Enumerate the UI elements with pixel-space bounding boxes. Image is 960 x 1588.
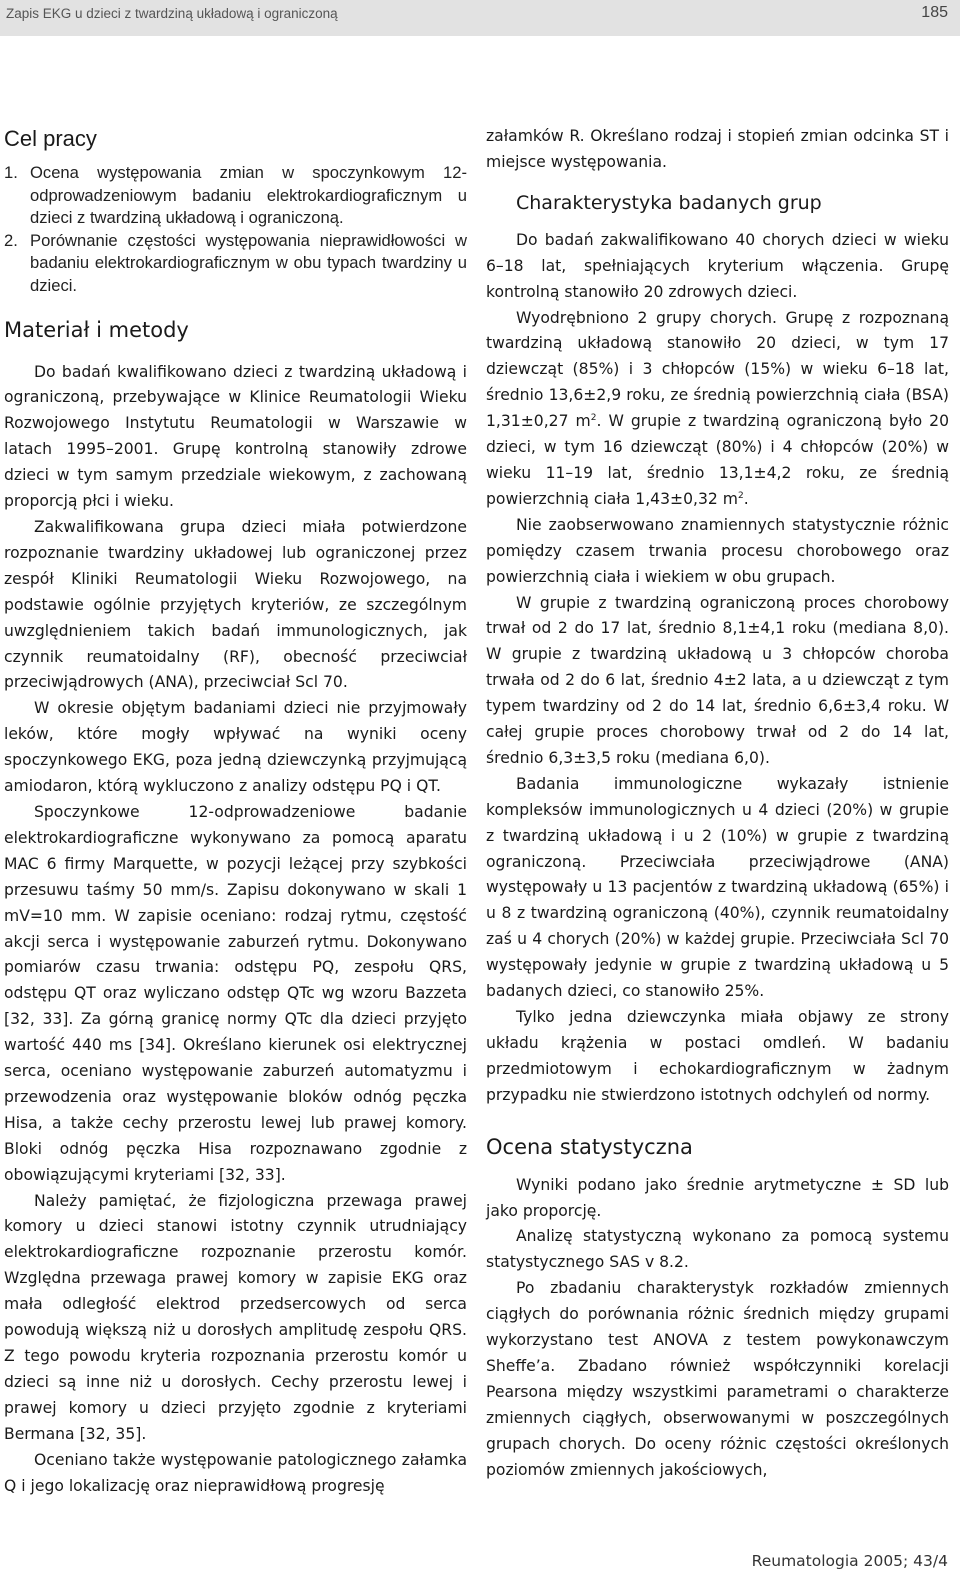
paragraph: W grupie z twardziną ograniczoną proces chorobowy trwał od 2 do 17 lat, średnio 8,1±4,1 roku (mediana 8,0). W grupie z twardziną układową u 3 chłopców choroba trwała od 2 do 6 lat, średnio 4±2 lata, a u dziewcząt z tym typem twardziny od 2 do 14 lat, średnio 6,6±3,4 roku. W całej grupie proces chorobowy trwał od 2 do 14 lat, średnio 6,3±3,5 roku (mediana 6,0). — [486, 593, 949, 767]
right-column — [486, 120, 949, 1484]
paragraph: Badania immunologiczne wykazały istnienie kompleksów immunologicznych u 4 dzieci (20%) w grupie z twardziną układową i u 2 (10%) w grupie z twardziną ograniczoną. Przeciwciała przeciwjądrowe (ANA) występowały u 13 pacjentów z twardziną układową (65%) i u 8 z twardziną ograniczoną (40%), czynnik reumatoidalny zaś u 4 chorych (20%) w każdej grupie. Przeciwciała Scl 70 występowały jedynie w grupie z twardziną układową u 5 badanych dzieci, co stanowiło 25%. — [486, 774, 949, 1001]
paragraph: Wyniki podano jako średnie arytmetyczne ± SD lub jako proporcję. — [486, 1175, 949, 1220]
aim-number: 2. — [4, 230, 18, 250]
aim-item-1 — [4, 162, 467, 230]
aim-text: Porównanie częstości występowania nieprawidłowości w badaniu elektrokardiograficznym w obu typach twardziny u dzieci. — [30, 230, 467, 295]
aims-heading: Cel pracy — [4, 126, 97, 151]
paragraph: Zakwalifikowana grupa dzieci miała potwierdzone rozpoznanie twardziny układowej lub ograniczonej przez zespół Kliniki Reumatologii Wieku Rozwojowego, na podstawie ogólnie przyjętych kryteriów, ze szczególnym uwzględnieniem takich badań immunologicznych, jak czynnik reumatoidalny (RF), obecność przeciwciał przeciwjądrowych (ANA), przeciwciał Scl 70. — [4, 518, 467, 692]
running-head-title: Zapis EKG u dzieci z twardziną układową i ograniczoną — [6, 6, 338, 21]
paragraph-text: . — [743, 489, 749, 508]
statistics-heading: Ocena statystyczna — [486, 1134, 693, 1159]
paragraph: W okresie objętym badaniami dzieci nie przyjmowały leków, które mogły wpływać na wyniki oceny spoczynkowego EKG, poza jedną dziewczynką przyjmującą amiodaron, którą wykluczono z analizy odstępu PQ i QT. — [4, 699, 467, 796]
paragraph: Analizę statystyczną wykonano za pomocą systemu statystycznego SAS v 8.2. — [486, 1227, 949, 1272]
paragraph: Oceniano także występowanie patologicznego załamka Q i jego lokalizację oraz nieprawidłową progresję — [4, 1450, 467, 1495]
aim-item-2 — [4, 230, 467, 298]
paragraph — [486, 306, 949, 513]
paragraph: załamków R. Określano rodzaj i stopień zmian odcinka ST i miejsce występowania. — [486, 127, 949, 171]
paragraph: Tylko jedna dziewczynka miała objawy ze strony układu krążenia w postaci omdleń. W badaniu przedmiotowym i echokardiograficznym w żadnym przypadku nie stwierdzono istotnych odchyleń od normy. — [486, 1008, 949, 1104]
journal-footer: Reumatologia 2005; 43/4 — [751, 1552, 948, 1570]
aims-list — [4, 162, 467, 298]
paragraph: Po zbadaniu charakterystyk rozkładów zmiennych ciągłych do porównania różnic średnich między grupami wykorzystano test ANOVA z testem powykonawczym Sheffe’a. Zbadano również współczynniki korelacji Pearsona między wszystkimi parametrami o charakterze zmiennych ciągłych, obserwowanymi w poszczególnych grupach chorych. Do oceny różnic częstości określonych poziomów zmiennych jakościowych, — [486, 1279, 949, 1479]
aim-text: Ocena występowania zmian w spoczynkowym 12-odprowadzeniowym badaniu elektrokardiograficznym u dzieci z twardziną układową i ograniczoną. — [30, 163, 467, 228]
paragraph: Do badań kwalifikowano dzieci z twardziną układową i ograniczoną, przebywające w Klinice Reumatologii Wieku Rozwojowego Instytutu Reumatologii w Warszawie w latach 1995–2001. Grupę kontrolną stanowiły zdrowe dzieci w tym samym przedziale wiekowym, z zachowaną proporcją płci i wieku. — [4, 362, 467, 511]
aim-number: 1. — [4, 163, 18, 182]
paragraph: Do badań zakwalifikowano 40 chorych dzieci w wieku 6–18 lat, spełniających kryterium włączenia. Grupę kontrolną stanowiło 20 zdrowych dzieci. — [486, 230, 949, 301]
paragraph-text: Wyodrębniono 2 grupy chorych. Grupę z rozpoznaną twardziną układową stanowiło 20 dzieci, w tym 17 dziewcząt (85%) i 3 chłopców (15%) w wieku 6–18 lat, średnio 13,6±2,9 roku, ze średnią powierzchnią ciała (BSA) 1,31±0,27 m — [486, 308, 949, 431]
superscript: 2 — [737, 490, 744, 501]
paragraph-text: . W grupie z twardziną ograniczoną było 20 dzieci, w tym 16 dziewcząt (80%) i 4 chłopców (20%) w wieku 11–19 lat, średnio 13,1±4,2 roku, ze średnią powierzchnią ciała 1,43±0,32 m — [486, 412, 949, 508]
methods-heading: Materiał i metody — [4, 317, 189, 342]
running-head — [0, 0, 960, 36]
paragraph: Należy pamiętać, że fizjologiczna przewaga prawej komory u dzieci stanowi istotny czynnik utrudniający elektrokardiograficzne rozpoznanie przerostu komór. Względna przewaga prawej komory w zapisie EKG oraz mała odległość elektrod przedsercowych od serca powodują większą niż u dorosłych amplitudę zespołu QRS. Z tego powodu kryteria rozpoznania przerostu komór u dzieci są inne niż u dorosłych. Cechy przerostu lewej i prawej komory u dzieci przyjęto zgodnie z kryteriami Bermana [32, 35]. — [4, 1191, 467, 1443]
paragraph: Spoczynkowe 12-odprowadzeniowe badanie elektrokardiograficzne wykonywano za pomocą aparatu MAC 6 firmy Marquette, w pozycji leżącej przy szybkości przesuwu taśmy 50 mm/s. Zapisu dokonywano w skali 1 mV=10 mm. W zapisie oceniano: rodzaj rytmu, częstość akcji serca i występowanie zaburzeń rytmu. Dokonywano pomiarów czasu trwania: odstępu PQ, zespołu QRS, odstępu QT oraz wyliczano odstęp QTc wg wzoru Bazzeta [32, 33]. Za górną granicę normy QTc dla dzieci przyjęto wartość 440 ms [34]. Określano kierunek osi elektrycznej serca, oceniano występowanie zaburzeń automatyzmu i przewodzenia oraz występowanie bloków odnóg pęczka Hisa, a także cechy przerostu lewej lub prawej komory. Bloki odnóg pęczka Hisa rozpoznawano zgodnie z obowiązującymi kryteriami [32, 33]. — [4, 802, 467, 1184]
paragraph: Nie zaobserwowano znamiennych statystycznie różnic pomiędzy czasem trwania procesu chorobowego oraz powierzchnią ciała i wiekiem w obu grupach. — [486, 515, 949, 586]
page-number: 185 — [921, 4, 948, 21]
superscript: 2 — [590, 412, 597, 423]
groups-heading: Charakterystyka badanych grup — [516, 191, 822, 214]
left-column — [4, 120, 467, 1499]
